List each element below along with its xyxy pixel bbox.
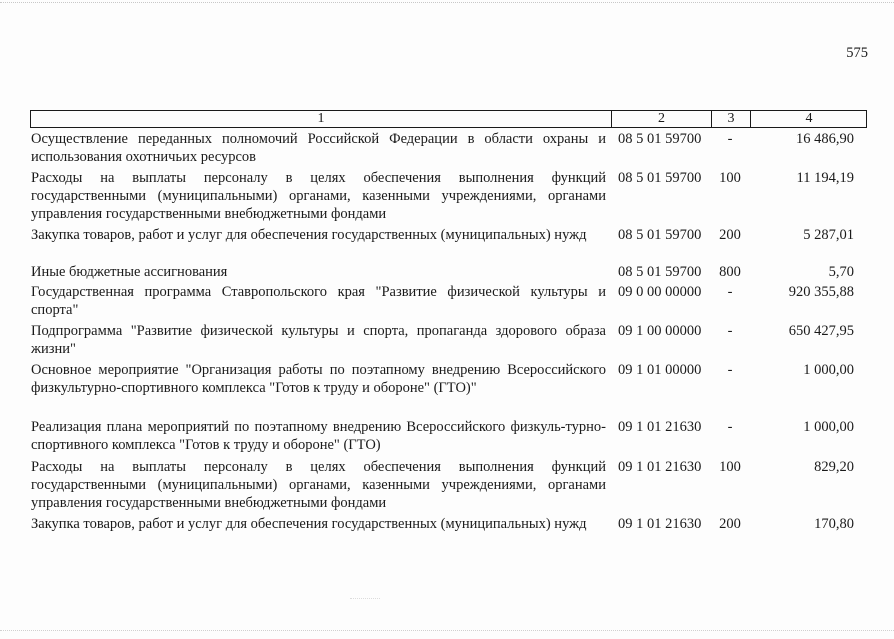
budget-table (30, 110, 867, 532)
row-sum: 170,80 (814, 516, 854, 532)
row-type: - (727, 284, 733, 300)
row-code: 09 1 01 00000 (618, 362, 702, 378)
row-type: - (727, 419, 733, 435)
row-code: 08 5 01 59700 (618, 131, 702, 147)
row-name: Закупка товаров, работ и услуг для обеспечения государственных (муниципальных) нужд (31, 516, 587, 532)
row-code: 09 0 00 00000 (618, 284, 702, 300)
scan-edge-top (0, 2, 894, 3)
header-col-2: 2 (611, 111, 711, 127)
row-name: Закупка товаров, работ и услуг для обеспечения государственных (муниципальных) нужд (31, 227, 587, 243)
row-code: 08 5 01 59700 (618, 170, 702, 186)
row-type: 200 (719, 227, 741, 243)
row-code: 09 1 01 21630 (618, 419, 702, 435)
row-name: Государственная программа Ставропольского края "Развитие физической культуры и спорта" (31, 284, 606, 318)
row-type: - (727, 323, 733, 339)
row-sum: 5 287,01 (803, 227, 854, 243)
row-sum: 829,20 (814, 459, 854, 475)
row-sum: 5,70 (828, 264, 854, 280)
row-code: 09 1 01 21630 (618, 516, 702, 532)
row-sum: 650 427,95 (788, 323, 854, 339)
scan-speck (350, 598, 380, 599)
row-type: 800 (719, 264, 741, 280)
row-sum: 16 486,90 (796, 131, 854, 147)
row-name: Основное мероприятие "Организация работы по поэтапному внедрению Всероссийского физкультурно-спортивного комплекса "Готов к труду и обороне" (ГТО)" (31, 362, 606, 396)
row-name: Иные бюджетные ассигнования (31, 264, 228, 280)
row-sum: 1 000,00 (803, 362, 854, 378)
row-type: - (727, 131, 733, 147)
scan-edge-bottom (0, 630, 894, 631)
table-header-row (30, 110, 867, 128)
row-name: Расходы на выплаты персоналу в целях обеспечения выполнения функций государственными (муниципальными) органами, казенными учреждениями, органами управления государственными внебюджетными фондами (31, 459, 606, 511)
row-sum: 1 000,00 (803, 419, 854, 435)
row-type: 100 (719, 170, 741, 186)
row-code: 08 5 01 59700 (618, 227, 702, 243)
row-sum: 920 355,88 (788, 284, 854, 300)
page-number: 575 (846, 45, 868, 61)
row-code: 09 1 01 21630 (618, 459, 702, 475)
row-name: Расходы на выплаты персоналу в целях обеспечения выполнения функций государственными (муниципальными) органами, казенными учреждениями, органами управления государственными внебюджетными фондами (31, 170, 606, 222)
row-sum: 11 194,19 (796, 170, 854, 186)
row-type: 200 (719, 516, 741, 532)
row-name: Реализация плана мероприятий по поэтапному внедрению Всероссийского физкуль-турно-спортивного комплекса "Готов к труду и обороне" (ГТО) (31, 419, 606, 453)
header-col-4: 4 (750, 111, 867, 127)
header-col-1: 1 (317, 111, 325, 126)
row-name: Осуществление переданных полномочий Российской Федерации в области охраны и использования охотничьих ресурсов (31, 131, 606, 165)
row-type: 100 (719, 459, 741, 475)
header-col-3: 3 (711, 111, 750, 127)
row-type: - (727, 362, 733, 378)
row-code: 09 1 00 00000 (618, 323, 702, 339)
row-code: 08 5 01 59700 (618, 264, 702, 280)
row-name: Подпрограмма "Развитие физической культуры и спорта, пропаганда здорового образа жизни" (31, 323, 606, 357)
